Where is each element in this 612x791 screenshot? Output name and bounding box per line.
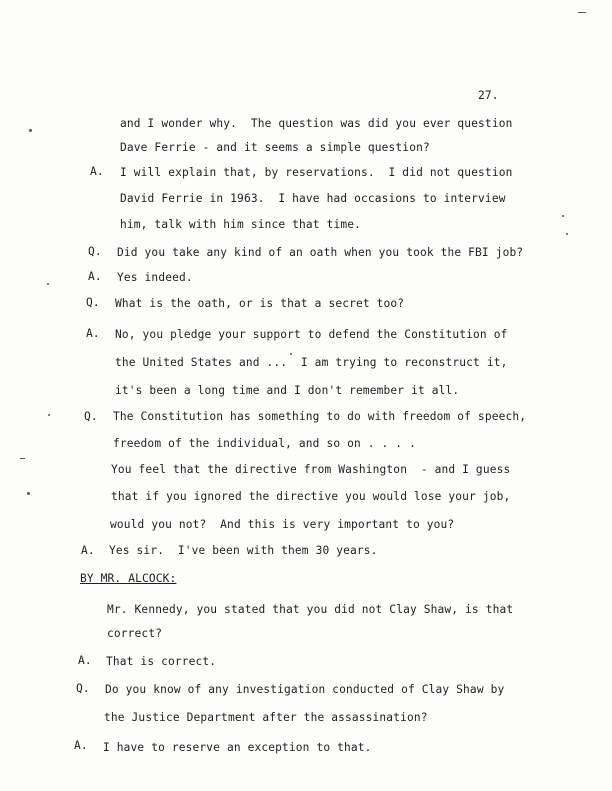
line-text: Dave Ferrie - and it seems a simple question? [120,141,430,154]
scan-speck [562,215,564,217]
scan-speck [27,492,30,495]
line-text: freedom of the individual, and so on . . . . [113,437,416,450]
line-text: Yes indeed. [117,271,193,284]
line-text: him, talk with him since that time. [120,218,361,231]
line-text: and I wonder why. The question was did you ever question [120,117,513,130]
scan-speck [566,233,568,235]
line-text: I have to reserve an exception to that. [103,741,372,754]
line-text: Yes sir. I've been with them 30 years. [109,544,378,557]
scan-speck [20,458,25,459]
line-text: David Ferrie in 1963. I have had occasions to interview [120,192,506,205]
scan-speck [47,283,49,285]
scan-speck [578,12,586,13]
answer-marker: A. [88,270,102,283]
page-number: 27. [478,89,499,102]
line-text: Do you know of any investigation conducted of Clay Shaw by [105,683,505,696]
answer-marker: A. [90,165,104,178]
line-text: would you not? And this is very important to you? [110,518,455,531]
line-text: You feel that the directive from Washington - and I guess [111,463,511,476]
line-text: I will explain that, by reservations. I did not question [120,166,513,179]
line-text: No, you pledge your support to defend the Constitution of [115,328,508,341]
answer-marker: A. [78,654,92,667]
line-text: it's been a long time and I don't remember it all. [115,384,460,397]
line-text: correct? [107,627,163,640]
question-marker: Q. [84,410,98,423]
line-text: the United States and ... I am trying to reconstruct it, [115,356,508,369]
question-marker: Q. [76,682,90,695]
line-text: That is correct. [106,655,217,668]
examiner-heading: BY MR. ALCOCK: [80,572,177,585]
question-marker: Q. [88,245,102,258]
answer-marker: A. [86,327,100,340]
scan-speck [290,353,292,355]
line-text: Did you take any kind of an oath when you took the FBI job? [117,246,524,259]
answer-marker: A. [81,544,95,557]
line-text: Mr. Kennedy, you stated that you did not Clay Shaw, is that [107,603,514,616]
line-text: What is the oath, or is that a secret too? [115,297,405,310]
question-marker: Q. [86,296,100,309]
line-text: that if you ignored the directive you would lose your job, [111,490,511,503]
line-text: the Justice Department after the assassination? [104,711,428,724]
line-text: The Constitution has something to do with freedom of speech, [113,410,527,423]
answer-marker: A. [74,739,88,752]
scan-speck [29,129,32,132]
scan-speck [48,414,50,416]
